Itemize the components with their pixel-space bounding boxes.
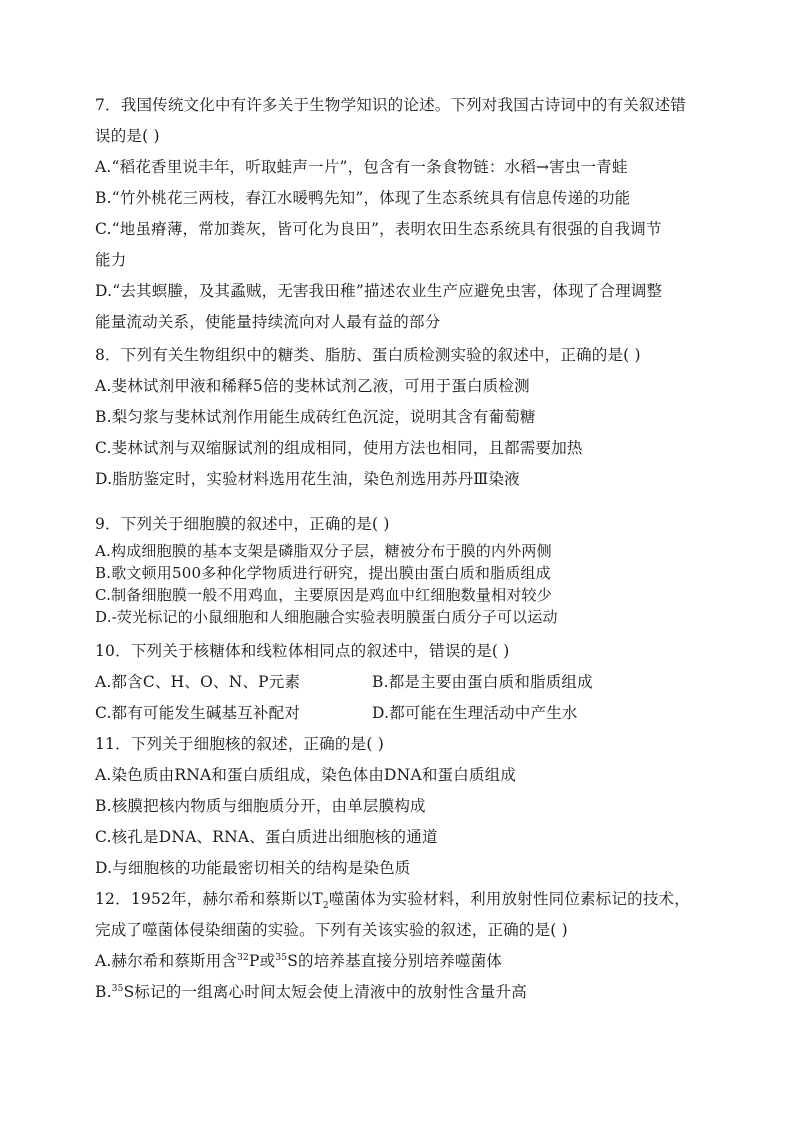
question-10	[95, 636, 705, 729]
question-9	[95, 509, 705, 628]
q9-option-d: D.-荧光标记的小鼠细胞和人细胞融合实验表明膜蛋白质分子可以运动	[95, 608, 558, 626]
q10-options-row1	[95, 667, 705, 698]
q7-stem-line1: 7．我国传统文化中有许多关于生物学知识的论述。下列对我国古诗词中的有关叙述错	[95, 96, 686, 114]
q9-option-a: A.构成细胞膜的基本支架是磷脂双分子层，糖被分布于膜的内外两侧	[95, 542, 552, 560]
q7-option-a: A.“稻花香里说丰年，听取蛙声一片”，包含有一条食物链：水稻→害虫一青蛙	[95, 158, 628, 176]
q9-stem: 9．下列关于细胞膜的叙述中，正确的是( )	[95, 515, 390, 533]
question-12	[95, 884, 705, 1008]
q12-b-text-b: S标记的一组离心时间太短会使上清液中的放射性含量升高	[123, 983, 527, 1001]
question-7	[95, 90, 705, 338]
q10-stem: 10．下列关于核糖体和线粒体相同点的叙述中，错误的是( )	[95, 642, 510, 660]
question-8	[95, 340, 705, 495]
question-11	[95, 729, 705, 884]
q12-a-sup2: 35	[275, 952, 288, 963]
q10-option-b: B.都是主要由蛋白质和脂质组成	[372, 673, 593, 691]
q9-option-c: C.制备细胞膜一般不用鸡血，主要原因是鸡血中红细胞数量相对较少	[95, 586, 552, 604]
q7-option-d-line2: 能量流动关系，使能量持续流向对人最有益的部分	[95, 313, 441, 331]
q11-option-a: A.染色质由RNA和蛋白质组成，染色体由DNA和蛋白质组成	[95, 766, 517, 784]
q11-option-b: B.核膜把核内物质与细胞质分开，由单层膜构成	[95, 797, 426, 815]
q7-option-c-line1: C.“地虽瘠薄，常加粪灰，皆可化为良田”，表明农田生态系统具有很强的自我调节	[95, 220, 662, 238]
q12-option-b	[95, 977, 705, 1008]
q8-stem: 8．下列有关生物组织中的糖类、脂肪、蛋白质检测实验的叙述中，正确的是( )	[95, 346, 641, 364]
q12-a-text-c: S的培养基直接分别培养噬菌体	[287, 952, 503, 970]
q12-stem-subscript: 2	[322, 901, 329, 912]
q12-a-sup1: 32	[237, 952, 249, 963]
q10-option-d: D.都可能在生理活动中产生水	[372, 704, 578, 722]
q8-option-b: B.梨匀浆与斐林试剂作用能生成砖红色沉淀，说明其含有葡萄糖	[95, 408, 536, 426]
q12-stem-text-b: 噬菌体为实验材料，利用放射性同位素标记的技术，	[328, 890, 690, 908]
q11-option-c: C.核孔是DNA、RNA、蛋白质进出细胞核的通道	[95, 828, 438, 846]
q7-option-b: B.“竹外桃花三两枝，春江水暖鸭先知”，体现了生态系统具有信息传递的功能	[95, 189, 631, 207]
q8-option-a: A.斐林试剂甲液和稀释5倍的斐林试剂乙液，可用于蛋白质检测	[95, 377, 530, 395]
q8-option-c: C.斐林试剂与双缩脲试剂的组成相同，使用方法也相同，且都需要加热	[95, 439, 583, 457]
q9-option-b: B.歌文顿用500多种化学物质进行研究，提出膜由蛋白质和脂质组成	[95, 564, 551, 582]
q11-stem: 11．下列关于细胞核的叙述，正确的是( )	[95, 735, 384, 753]
q12-stem-line1	[95, 884, 705, 915]
q10-option-a: A.都含C、H、O、N、P元素	[95, 673, 301, 691]
q7-stem-line2: 误的是( )	[95, 127, 160, 145]
q7-option-d-line1: D.“去其螟螣，及其蟊贼，无害我田稚”描述农业生产应避免虫害，体现了合理调整	[95, 282, 663, 300]
q12-b-text-a: B.	[95, 983, 112, 1001]
q12-b-sup: 35	[111, 983, 124, 994]
q7-option-c-line2: 能力	[95, 251, 127, 269]
q8-option-d: D.脂肪鉴定时，实验材料选用花生油，染色剂选用苏丹Ⅲ染液	[95, 470, 520, 488]
q12-option-a	[95, 946, 705, 977]
q10-options-row2	[95, 698, 705, 729]
q12-stem-text-a: 12．1952年，赫尔希和蔡斯以T	[95, 890, 323, 908]
q12-a-text-b: P或	[248, 952, 276, 970]
q12-a-text-a: A.赫尔希和蔡斯用含	[95, 952, 238, 970]
q10-option-c: C.都有可能发生碱基互补配对	[95, 704, 301, 722]
q11-option-d: D.与细胞核的功能最密切相关的结构是染色质	[95, 859, 411, 877]
q12-stem-line2: 完成了噬菌体侵染细菌的实验。下列有关该实验的叙述，正确的是( )	[95, 921, 568, 939]
